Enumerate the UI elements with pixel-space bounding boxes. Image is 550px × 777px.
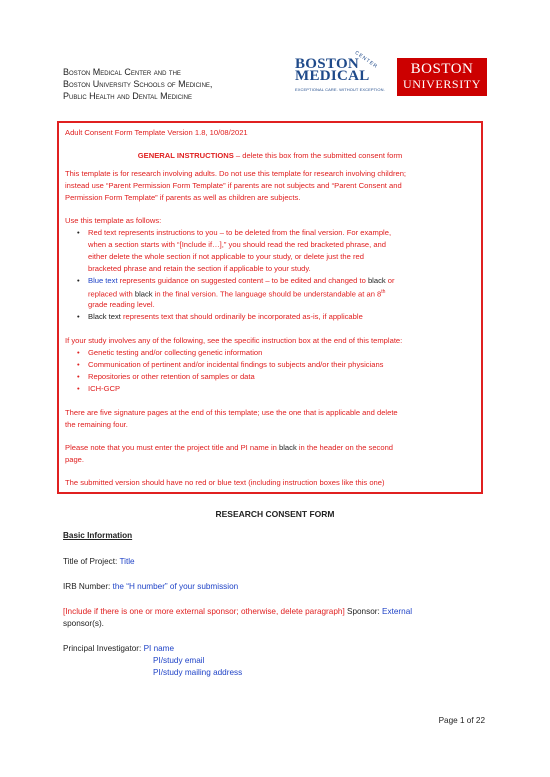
sponsor-line xyxy=(63,606,493,618)
logo-line: MEDICAL xyxy=(295,68,370,84)
list-item xyxy=(77,359,475,371)
field-label: Sponsor: xyxy=(344,607,383,616)
list-item-text: Communication of pertinent and/or incidental findings to subjects and/or their physicians xyxy=(88,360,384,369)
submitted-version-note: The submitted version should have no red or blue text (including instruction boxes like this one) xyxy=(65,478,385,487)
institution-name xyxy=(63,66,293,102)
study-involves: If your study involves any of the following, see the specific instruction box at the end of this template: xyxy=(65,336,403,345)
bullet-line: bracketed phrase and retain the section if applicable to your study. xyxy=(88,264,311,273)
field-label: Principal Investigator: xyxy=(63,644,144,653)
field-value: PI name xyxy=(143,644,175,653)
note-text: in the header on the second xyxy=(296,443,394,452)
heading-suffix: – delete this box from the submitted consent form xyxy=(233,151,403,160)
list-item-text: ICH-GCP xyxy=(88,384,121,393)
project-title-line xyxy=(63,556,493,568)
basic-info-heading: Basic Information xyxy=(63,531,133,540)
logo-line: BOSTON xyxy=(410,61,474,77)
intro-line: This template is for research involving adults. Do not use this template for research involving children; xyxy=(65,169,407,178)
bullet-red-text xyxy=(77,227,475,239)
institution-line: Public Health and Dental Medicine xyxy=(63,91,192,101)
field-value: External xyxy=(382,607,413,616)
black-word: black xyxy=(279,443,297,452)
bullet-text: replaced with xyxy=(88,289,135,299)
list-item-text: Repositories or other retention of samples or data xyxy=(88,372,255,381)
sponsor-instruction: [Include if there is one or more external sponsor; otherwise, delete paragraph] xyxy=(63,607,345,616)
note-text: Please note that you must enter the project title and PI name in xyxy=(65,443,280,452)
logo-center-text: CENTER xyxy=(353,50,379,71)
black-word: black xyxy=(367,276,386,285)
bullet-dot: • xyxy=(77,228,80,237)
signature-note-line: the remaining four. xyxy=(65,420,128,429)
header-note-line: page. xyxy=(65,455,85,464)
logo-line: BOSTON xyxy=(295,56,360,72)
bullet-line: when a section starts with “[Include if…],” you should read the red bracketed phrase, and xyxy=(88,240,387,249)
institution-line: Boston Medical Center and the xyxy=(63,67,181,77)
use-as-follows: Use this template as follows: xyxy=(65,216,162,225)
field-value: Title xyxy=(119,557,135,566)
bullet-dot: • xyxy=(77,348,80,357)
field-value: the “H number” of your submission xyxy=(112,582,239,591)
pi-address: PI/study mailing address xyxy=(153,668,243,677)
signature-note-line: There are five signature pages at the end of this template; use the one that is applicable and delete xyxy=(65,408,398,417)
heading-bold: GENERAL INSTRUCTIONS xyxy=(137,151,234,160)
header-note-line xyxy=(65,442,475,454)
list-item-text: Genetic testing and/or collecting genetic information xyxy=(88,348,263,357)
template-version: Adult Consent Form Template Version 1.8, 10/08/2021 xyxy=(65,128,248,137)
form-title: RESEARCH CONSENT FORM xyxy=(215,509,335,519)
black-text-label: Black text xyxy=(88,312,121,321)
principal-investigator-line xyxy=(63,643,493,655)
pi-email: PI/study email xyxy=(153,656,205,665)
irb-number-line xyxy=(63,581,493,593)
field-label: IRB Number: xyxy=(63,582,113,591)
bullet-line: represents guidance on suggested content – to be edited and changed to xyxy=(117,276,368,285)
bullet-line: represents text that should ordinarily be incorporated as-is, if applicable xyxy=(120,312,363,321)
logo-tagline: EXCEPTIONAL CARE. WITHOUT EXCEPTION. xyxy=(295,87,385,92)
institution-line: Boston University Schools of Medicine, xyxy=(63,79,213,89)
bullet-blue-text xyxy=(77,275,475,287)
general-instructions-heading xyxy=(65,150,475,162)
bullet-text: in the final version. The language should be understandable at an 8 xyxy=(152,289,382,299)
list-item xyxy=(77,347,475,359)
general-instructions-box xyxy=(57,121,483,494)
page-number: Page 1 of 22 xyxy=(438,716,485,725)
intro-line: Permission Form Template” if parents as well as children are subjects. xyxy=(65,193,301,202)
bullet-dot: • xyxy=(77,312,80,321)
bullet-dot: • xyxy=(77,372,80,381)
list-item xyxy=(77,383,475,395)
bullet-dot: • xyxy=(77,384,80,393)
bullet-line: Red text represents instructions to you – to be deleted from the final version. For example, xyxy=(88,228,392,237)
black-word: black xyxy=(134,289,153,299)
bullet-line: grade reading level. xyxy=(88,300,155,309)
blue-text-label: Blue text xyxy=(88,276,118,285)
bullet-line: either delete the whole section if not applicable to your study, or delete just the red xyxy=(88,252,364,261)
field-label: Title of Project: xyxy=(63,557,120,566)
intro-line: instead use “Parent Permission Form Template” if parents are not subjects and “Parent Consent and xyxy=(65,181,402,190)
bullet-dot: • xyxy=(77,360,80,369)
bullet-black-text xyxy=(77,311,475,323)
superscript: th xyxy=(381,289,386,295)
boston-medical-center-logo xyxy=(295,50,385,96)
field-value: sponsor(s). xyxy=(63,619,104,628)
logo-line: UNIVERSITY xyxy=(403,77,481,91)
bullet-dot: • xyxy=(77,276,80,285)
bullet-line: or xyxy=(385,276,395,285)
boston-university-logo xyxy=(397,58,487,96)
list-item xyxy=(77,371,475,383)
